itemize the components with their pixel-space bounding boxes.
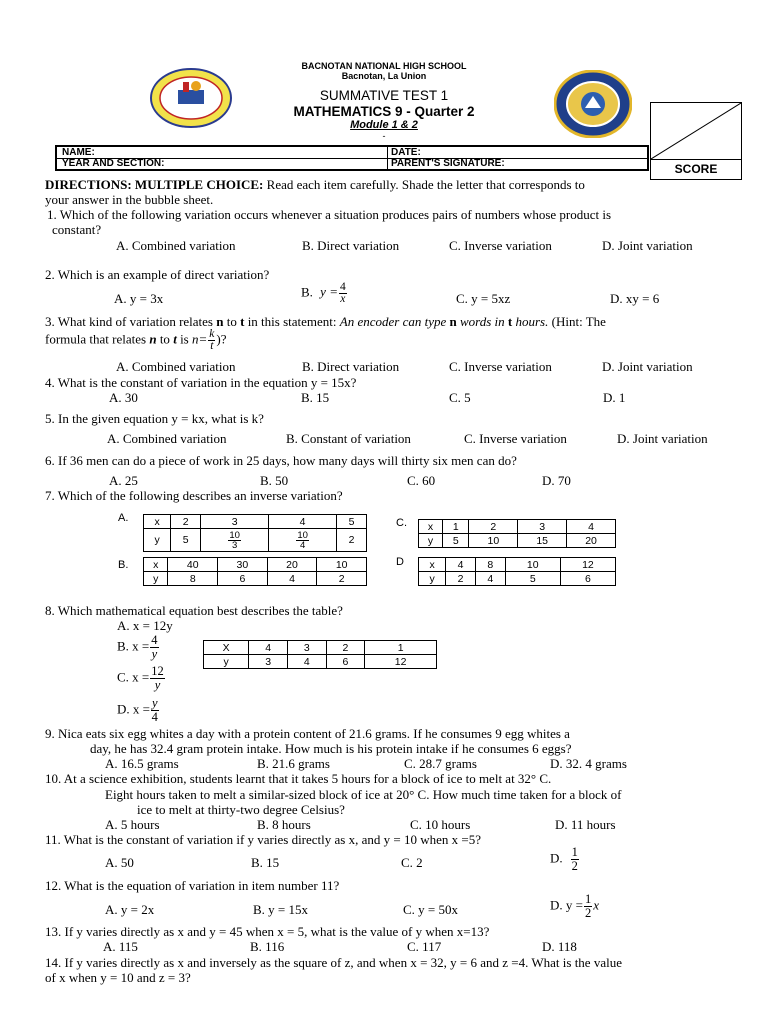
question-10: 10. At a science exhibition, students learnt that it takes 5 hours for a block of ice to melt at 32° C. xyxy=(45,771,552,786)
q3-fraction: $\frac{k}{t}$ xyxy=(209,328,215,352)
score-label: SCORE xyxy=(674,162,718,176)
q12-option-d[interactable]: D. y = $\frac{1}{2}$ x xyxy=(550,892,600,920)
q4-option-c[interactable]: C. 5 xyxy=(449,390,471,405)
q3-option-a[interactable]: A. Combined variation xyxy=(116,359,236,374)
question-9-line2: day, he has 32.4 gram protein intake. How much is his protein intake if he consumes 6 eggs? xyxy=(90,741,572,756)
question-11: 11. What is the constant of variation if y varies directly as x, and y = 10 when x =5? xyxy=(45,832,481,847)
question-10-line3: ice to melt at thirty-two degree Celsius? xyxy=(137,802,345,817)
student-info-box xyxy=(55,145,649,171)
directions-label: DIRECTIONS: MULTIPLE CHOICE: xyxy=(45,177,264,192)
q8-option-b[interactable]: B. x = $\frac{4}{y}$ xyxy=(117,633,158,661)
q10-option-c[interactable]: C. 10 hours xyxy=(410,817,471,832)
question-9: 9. Nica eats six egg whites a day with a protein content of 21.6 grams. If he consumes 9 egg whites a xyxy=(45,726,570,741)
question-7: 7. Which of the following describes an inverse variation? xyxy=(45,488,343,503)
q7-option-c[interactable]: C. xyxy=(396,517,407,529)
q9-option-a[interactable]: A. 16.5 grams xyxy=(105,756,179,771)
q12-option-c[interactable]: C. y = 50x xyxy=(403,902,459,917)
q7-option-b[interactable]: B. xyxy=(118,559,129,571)
q7-table-d: x 4 8 10 12 y 2 4 5 6 xyxy=(418,557,616,586)
question-13: 13. If y varies directly as x and y = 45 when x = 5, what is the value of y when x=13? xyxy=(45,924,490,939)
q8-option-c[interactable]: C. x = $\frac{12}{y}$ xyxy=(117,664,164,692)
q3-option-b[interactable]: B. Direct variation xyxy=(302,359,400,374)
q12-option-a[interactable]: A. y = 2x xyxy=(105,902,155,917)
q2-option-c[interactable]: C. y = 5xz xyxy=(456,291,511,306)
date-field[interactable]: DATE: xyxy=(391,147,421,158)
q11-option-c[interactable]: C. 2 xyxy=(401,855,423,870)
q8-option-d[interactable]: D. x = $\frac{y}{4}$ xyxy=(117,696,158,724)
question-1: 1. Which of the following variation occurs whenever a situation produces pairs of numbers whose product is xyxy=(47,207,612,222)
school-name: BACNOTAN NATIONAL HIGH SCHOOL xyxy=(301,61,467,71)
q5-option-b[interactable]: B. Constant of variation xyxy=(286,431,411,446)
question-1-line2: constant? xyxy=(52,222,102,237)
q13-option-d[interactable]: D. 118 xyxy=(542,939,577,954)
q2-b-fraction: $\frac{4}{x}$ xyxy=(339,281,346,305)
question-5: 5. In the given equation y = kx, what is k? xyxy=(45,411,264,426)
school-location: Bacnotan, La Union xyxy=(341,71,427,81)
parent-signature-field[interactable]: PARENT'S SIGNATURE: xyxy=(391,158,505,169)
question-10-line2: Eight hours taken to melt a similar-sized block of ice at 20° C. How much time taken for a block of xyxy=(105,787,622,802)
q11-option-d[interactable]: D. $\frac{1}{2}$ xyxy=(550,845,578,873)
q11-option-b[interactable]: B. 15 xyxy=(251,855,280,870)
q10-option-a[interactable]: A. 5 hours xyxy=(105,817,160,832)
q9-option-c[interactable]: C. 28.7 grams xyxy=(404,756,477,771)
question-12: 12. What is the equation of variation in item number 11? xyxy=(45,878,340,893)
q8-option-a[interactable]: A. x = 12y xyxy=(117,618,173,633)
test-title: SUMMATIVE TEST 1 xyxy=(319,88,449,103)
directions-line2: your answer in the bubble sheet. xyxy=(45,192,214,207)
q10-option-b[interactable]: B. 8 hours xyxy=(257,817,311,832)
q1-option-d[interactable]: D. Joint variation xyxy=(602,238,693,253)
q12-option-b[interactable]: B. y = 15x xyxy=(253,902,309,917)
question-3-line2: formula that relates n to t is n= $\frac{k}{t}$ )? xyxy=(45,328,227,352)
q5-option-c[interactable]: C. Inverse variation xyxy=(464,431,567,446)
question-8: 8. Which mathematical equation best describes the table? xyxy=(45,603,343,618)
q1-option-c[interactable]: C. Inverse variation xyxy=(449,238,552,253)
q5-option-d[interactable]: D. Joint variation xyxy=(617,431,708,446)
question-3: 3. What kind of variation relates n to t in this statement: An encoder can type n words in t hours. (Hint: The xyxy=(45,314,606,329)
module-label: Module 1 & 2 xyxy=(350,119,418,131)
q13-option-c[interactable]: C. 117 xyxy=(407,939,442,954)
subject-title: MATHEMATICS 9 - Quarter 2 xyxy=(293,104,475,119)
q3-option-d[interactable]: D. Joint variation xyxy=(602,359,693,374)
q4-option-a[interactable]: A. 30 xyxy=(109,390,138,405)
q10-option-d[interactable]: D. 11 hours xyxy=(555,817,616,832)
score-box xyxy=(650,102,742,180)
q2-b-letter: B. xyxy=(301,284,313,300)
q7-table-b: x 40 30 20 10 y 8 6 4 2 xyxy=(143,557,367,586)
q7-option-d[interactable]: D xyxy=(396,556,404,568)
directions-text: Read each item carefully. Shade the letter that corresponds to xyxy=(263,177,585,192)
q4-option-b[interactable]: B. 15 xyxy=(301,390,330,405)
q7-table-c: x 1 2 3 4 y 5 10 15 20 xyxy=(418,519,616,548)
year-section-field[interactable]: YEAR AND SECTION: xyxy=(62,158,165,169)
q6-option-b[interactable]: B. 50 xyxy=(260,473,289,488)
question-2: 2. Which is an example of direct variation? xyxy=(45,267,270,282)
q1-option-b[interactable]: B. Direct variation xyxy=(302,238,400,253)
q5-option-a[interactable]: A. Combined variation xyxy=(107,431,227,446)
question-6: 6. If 36 men can do a piece of work in 25 days, how many days will thirty six men can do? xyxy=(45,453,517,468)
q2-option-a[interactable]: A. y = 3x xyxy=(114,291,164,306)
name-field[interactable]: NAME: xyxy=(62,147,95,158)
question-4: 4. What is the constant of variation in the equation y = 15x? xyxy=(45,375,357,390)
q7-table-a: x 2 3 4 5 y 5 $\frac{10}{3}$ $\frac{10}{4}$ 2 xyxy=(143,514,367,552)
question-14: 14. If y varies directly as x and inversely as the square of z, and when x = 32, y = 6 and z =4. What is the value xyxy=(45,955,622,970)
q11-option-a[interactable]: A. 50 xyxy=(105,855,134,870)
q6-option-a[interactable]: A. 25 xyxy=(109,473,138,488)
q9-option-b[interactable]: B. 21.6 grams xyxy=(257,756,330,771)
q3-option-c[interactable]: C. Inverse variation xyxy=(449,359,552,374)
q2-b-y: y = xyxy=(320,284,338,300)
q7-option-a[interactable]: A. xyxy=(118,512,129,524)
q8-table: X 4 3 2 1 y 3 4 6 12 xyxy=(203,640,437,669)
directions xyxy=(45,177,585,192)
q4-option-d[interactable]: D. 1 xyxy=(603,390,626,405)
q2-option-b[interactable] xyxy=(301,282,348,305)
q6-option-d[interactable]: D. 70 xyxy=(542,473,571,488)
q1-option-a[interactable]: A. Combined variation xyxy=(116,238,236,253)
q13-option-b[interactable]: B. 116 xyxy=(250,939,285,954)
q9-option-d[interactable]: D. 32. 4 grams xyxy=(550,756,627,771)
q2-option-d[interactable]: D. xy = 6 xyxy=(610,291,660,306)
q6-option-c[interactable]: C. 60 xyxy=(407,473,436,488)
question-14-line2: of x when y = 10 and z = 3? xyxy=(45,970,191,985)
q13-option-a[interactable]: A. 115 xyxy=(103,939,138,954)
module-dash: - xyxy=(382,131,386,141)
